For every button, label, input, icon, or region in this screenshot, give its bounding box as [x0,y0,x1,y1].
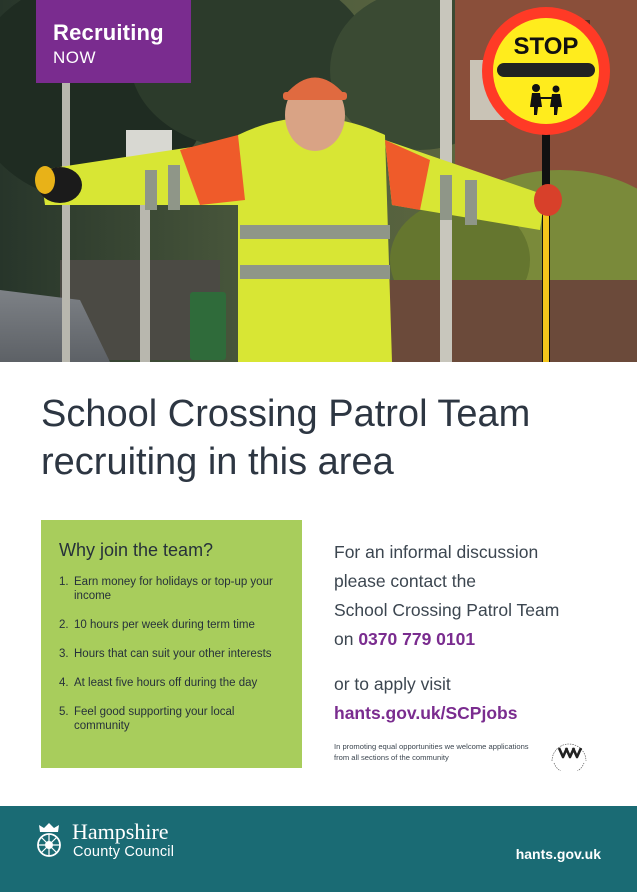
apply-text: or to apply visit [334,674,451,694]
why-join-box [41,520,302,768]
jobs-link[interactable]: hants.gov.uk/SCPjobs [334,703,518,723]
badge-subtitle: NOW [53,48,97,67]
headline-line-2: recruiting in this area [41,441,394,483]
list-item-text: Feel good supporting your local community [74,706,235,732]
footer [0,806,637,892]
list-item [59,647,288,661]
list-item-number: 1. [59,576,69,588]
contact-line-2: please contact the [334,571,477,591]
list-item [59,575,288,603]
contact-line-3: School Crossing Patrol Team [334,600,560,620]
contact-info [334,538,624,728]
recruiting-badge [36,0,191,83]
benefits-list [59,575,288,733]
phone-line [334,625,624,654]
list-item-text: Earn money for holidays or top-up your income [74,576,273,602]
list-item [59,705,288,733]
council-name: Hampshire [72,819,169,844]
hampshire-crest-icon [34,821,64,859]
council-subname: County Council [73,844,175,860]
stop-sign-icon [476,3,616,143]
footer-website-link[interactable]: hants.gov.uk [515,846,601,862]
why-join-title: Why join the team? [59,540,214,560]
list-item [59,618,288,632]
list-item-text: At least five hours off during the day [74,677,258,689]
phone-prefix: on [334,629,359,649]
equal-opportunities-note: In promoting equal opportunities we welcome applications from all sections of the community [334,742,529,762]
list-item-number: 2. [59,619,69,631]
list-item-text: Hours that can suit your other interests [74,648,272,660]
list-item-number: 4. [59,677,69,689]
list-item-text: 10 hours per week during term time [74,619,255,631]
list-item-number: 5. [59,706,69,718]
positive-about-disabled-people-icon [546,735,592,771]
phone-number[interactable]: 0370 779 0101 [358,629,476,649]
page-title [41,390,621,486]
stop-sign-text: STOP [513,33,579,60]
list-item [59,676,288,690]
badge-title: Recruiting [53,20,164,45]
contact-line-1: For an informal discussion [334,542,539,562]
headline-line-1: School Crossing Patrol Team [41,393,531,435]
list-item-number: 3. [59,648,69,660]
